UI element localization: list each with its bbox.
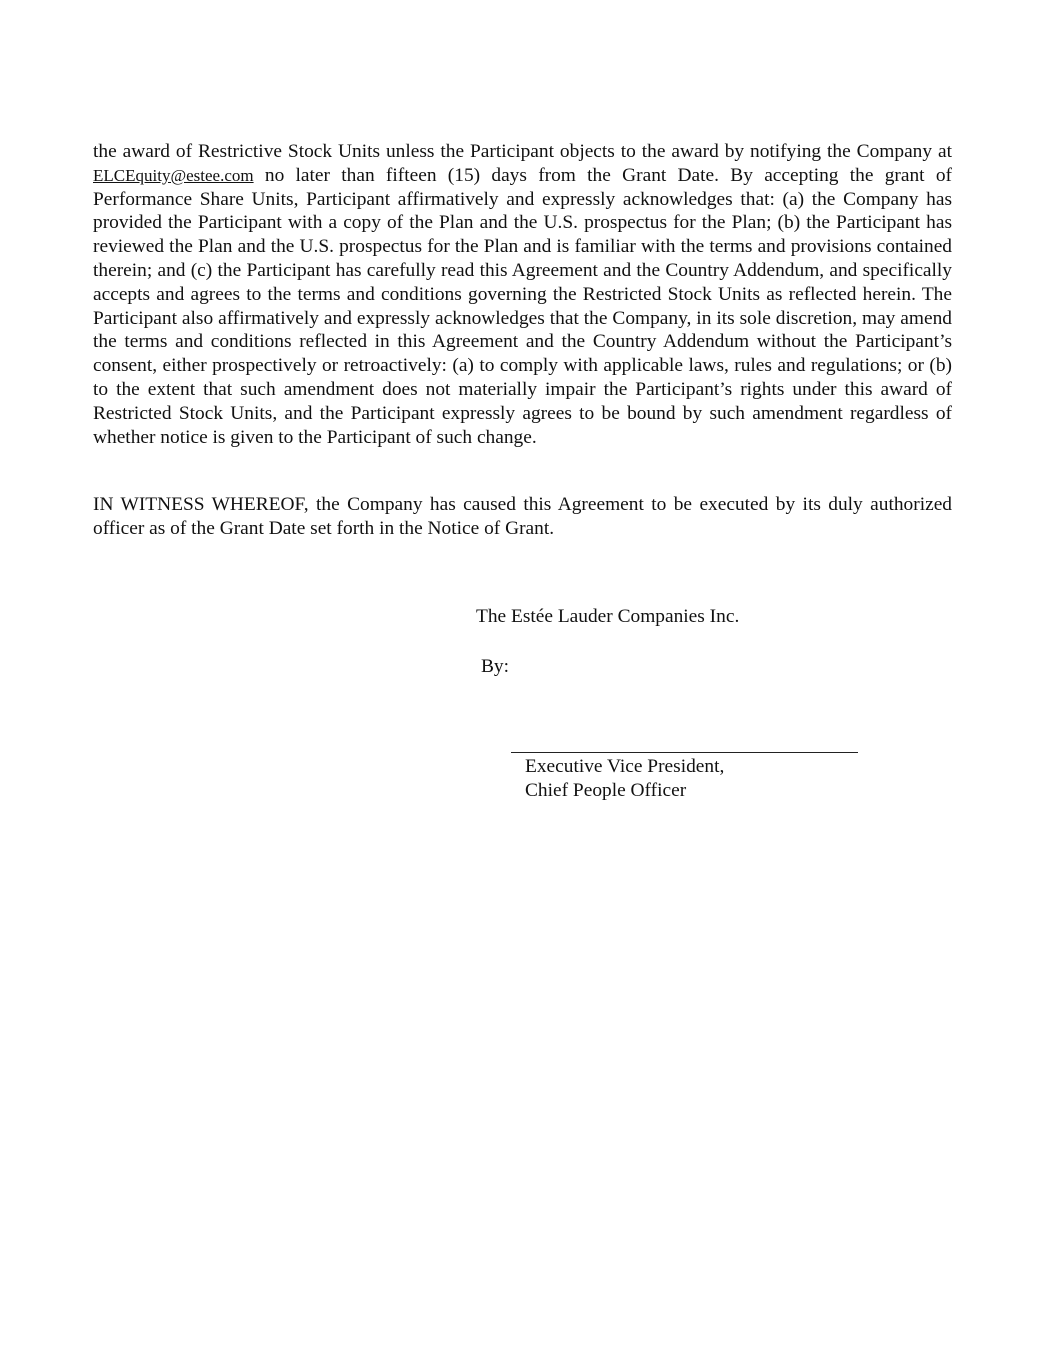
by-label: By: — [481, 656, 510, 677]
signature-line — [511, 752, 858, 753]
acceptance-paragraph — [93, 140, 952, 449]
witness-paragraph: IN WITNESS WHEREOF, the Company has caused this Agreement to be executed by its duly authorized officer as of the Grant Date set forth in the Notice of Grant. — [93, 494, 952, 539]
signer-title-line-2: Chief People Officer — [525, 779, 687, 801]
signer-title-line-1: Executive Vice President, — [525, 756, 725, 777]
signer-title — [525, 755, 724, 803]
acceptance-paragraph-text-start: the award of Restrictive Stock Units unless the Participant objects to the award by notifying the Company at — [93, 141, 952, 162]
email-link[interactable]: ELCEquity@estee.com — [93, 165, 254, 185]
company-name: The Estée Lauder Companies Inc. — [476, 606, 740, 627]
acceptance-paragraph-text-end: no later than fifteen (15) days from the Grant Date. By accepting the grant of Performance Share Units, Participant affirmatively and expressly acknowledges that: (a) the Company has provided the Participant with a copy of the Plan and the U.S. prospectus for the Plan; (b) the Participant has reviewed the Plan and the U.S. prospectus for the Plan and is familiar with the terms and provisions contained therein; and (c) the Participant has carefully read this Agreement and the Country Addendum, and specifically accepts and agrees to the terms and conditions governing the Restricted Stock Units as reflected herein. The Participant also affirmatively and expressly acknowledges that the Company, in its sole discretion, may amend the terms and conditions reflected in this Agreement and the Country Addendum without the Participant’s consent, either prospectively or retroactively: (a) to comply with applicable laws, rules and regulations; or (b) to the extent that such amendment does not materially impair the Participant’s rights under this award of Restricted Stock Units, and the Participant expressly agrees to be bound by such amendment regardless of whether notice is given to the Participant of such change. — [93, 164, 952, 448]
